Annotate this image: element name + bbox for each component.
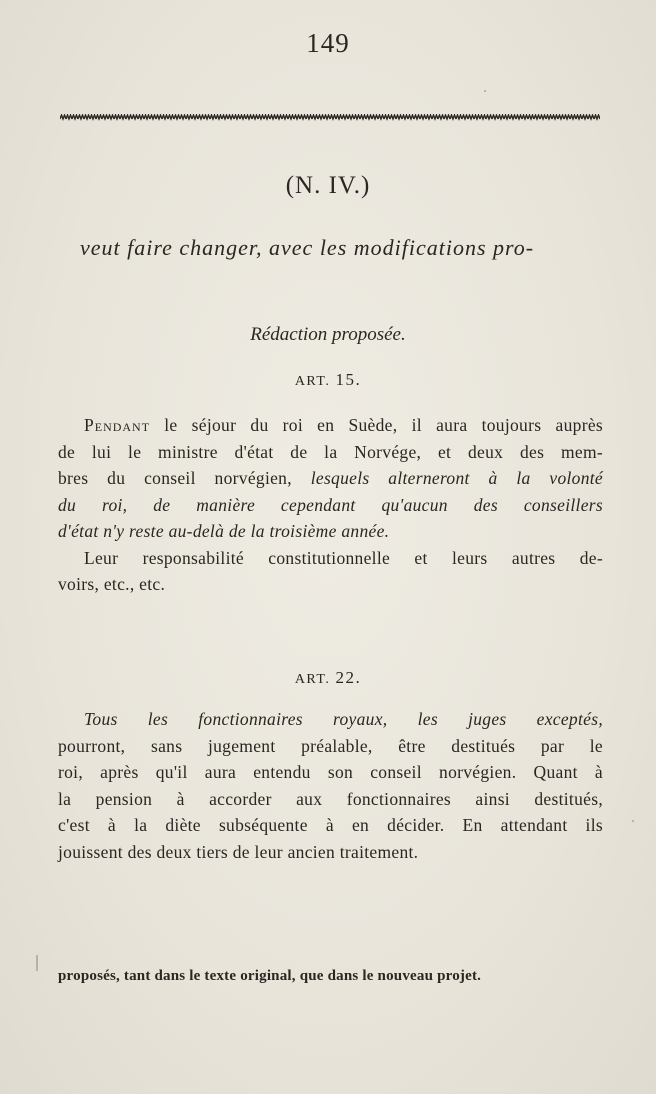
article-15-text-run: voirs, etc., etc. — [58, 574, 166, 594]
article-15-text-run: le séjour du roi en Suède, il aura toujours auprès — [150, 415, 603, 435]
article-15-italic-run: lesquels alterneront à la volonté — [310, 468, 603, 488]
page-number: 149 — [306, 28, 350, 58]
article-22-text-run: pourront, sans jugement préalable, être destitués par le — [58, 735, 603, 756]
article-15-heading — [0, 370, 656, 390]
article-15-text-run: bres du conseil norvégien, — [58, 468, 311, 488]
article-15-label: ART. — [294, 374, 331, 389]
article-15-text-run: Leur responsabilité constitutionnelle et leurs autres de- — [84, 547, 603, 568]
article-22-number: 22. — [335, 668, 362, 687]
article-15-line — [58, 571, 603, 598]
article-15-text-run: de lui le ministre d'état de la Norvége, et deux des mem- — [58, 441, 603, 462]
article-22-line — [58, 706, 603, 733]
article-15-italic-run: du roi, de manière cependant qu'aucun des conseillers — [58, 494, 603, 515]
article-22-text — [58, 706, 603, 865]
paper-speck — [36, 955, 38, 971]
article-22-italic-run: Tous les fonctionnaires royaux, les juges exceptés, — [84, 709, 603, 729]
article-22-line — [58, 812, 603, 839]
article-15-line — [58, 545, 603, 572]
article-22-text-run: c'est à la diète subséquente à en décider. En attendant ils — [58, 815, 603, 835]
article-15-lead-word: Pendant — [84, 415, 151, 435]
article-15-line — [58, 465, 603, 492]
article-15-italic-run: d'état n'y reste au-delà de la troisième année. — [58, 521, 390, 541]
article-22-label: ART. — [294, 672, 331, 687]
article-15-line — [58, 439, 603, 466]
article-15-line — [58, 412, 603, 439]
article-15-number: 15. — [335, 370, 362, 389]
article-15-line — [58, 492, 603, 519]
article-22-line — [58, 839, 603, 866]
article-22-text-run: roi, après qu'il aura entendu son conseil norvégien. Quant à — [58, 762, 603, 782]
footer-note: proposés, tant dans le texte original, que dans le nouveau projet. — [58, 968, 482, 984]
ornamental-rule — [60, 114, 600, 121]
article-22-line — [58, 759, 603, 786]
paper-speck — [484, 90, 486, 92]
article-22-line — [58, 786, 603, 813]
article-15-text — [58, 412, 603, 598]
intro-line: veut faire changer, avec les modifications pro- — [80, 235, 535, 260]
article-22-heading — [0, 668, 656, 688]
article-22-text-run: jouissent des deux tiers de leur ancien traitement. — [58, 841, 419, 862]
article-15-line — [58, 518, 603, 545]
article-22-text-run: la pension à accorder aux fonctionnaires ainsi destitués, — [58, 788, 603, 809]
article-22-line — [58, 733, 603, 760]
redaction-title: Rédaction proposée. — [250, 324, 406, 345]
section-title: (N. IV.) — [285, 172, 371, 199]
paper-speck — [632, 820, 634, 822]
